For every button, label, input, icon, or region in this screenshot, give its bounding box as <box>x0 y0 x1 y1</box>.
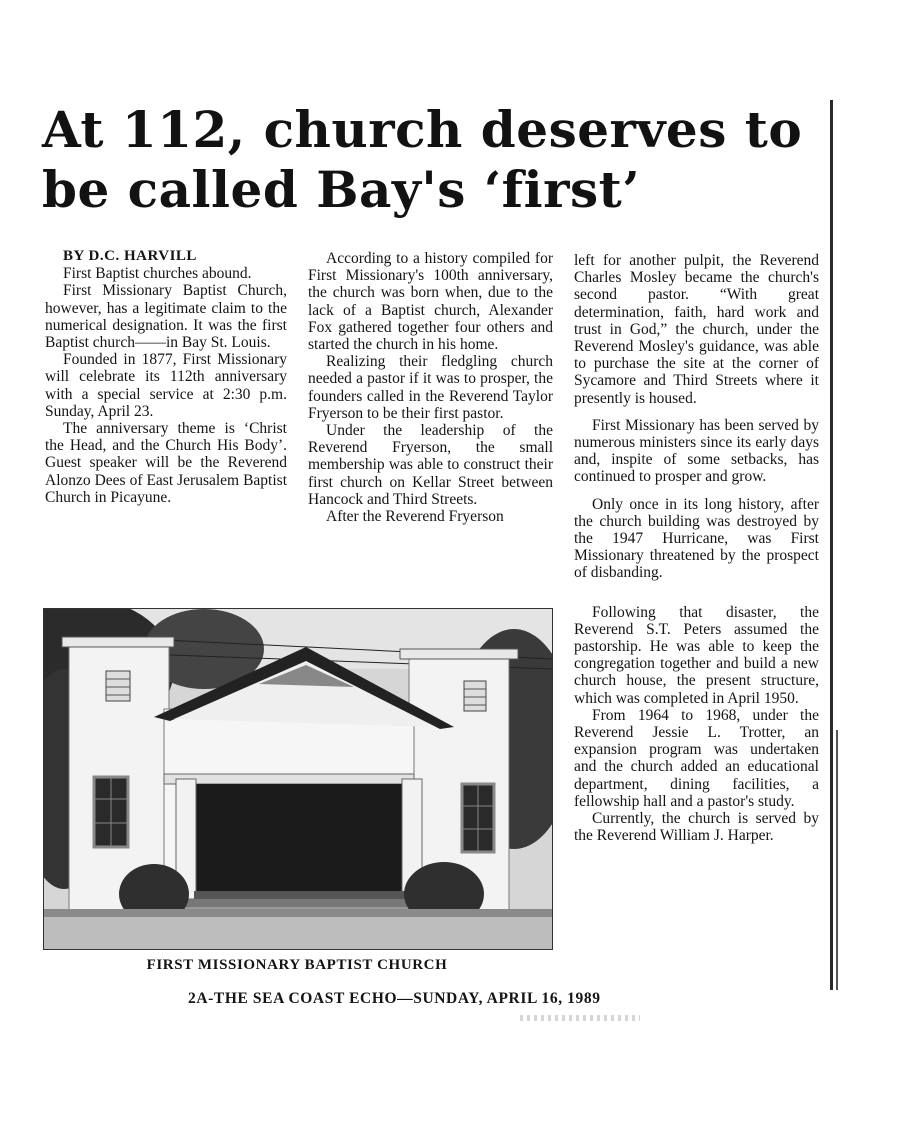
paragraph: The anniversary theme is ‘Christ the Head, and the Church His Body’. Guest speaker will be the Reverend Alonzo Dees of East Jerusalem Baptist Church in Picayune. <box>45 420 287 506</box>
paragraph: Currently, the church is served by the Reverend William J. Harper. <box>574 810 819 845</box>
headline: At 112, church deserves to be called Bay's ‘first’ <box>42 100 803 219</box>
article-column-2 <box>308 250 553 525</box>
paragraph: According to a history compiled for First Missionary's 100th anniversary, the church was born when, due to the lack of a Baptist church, Alexander Fox gathered together four others and started the church in his home. <box>308 250 553 354</box>
paragraph: Realizing their fledgling church needed a pastor if it was to prosper, the founders called in the Reverend Taylor Fryerson to be their first pastor. <box>308 353 553 422</box>
paragraph: Under the leadership of the Reverend Fryerson, the small membership was able to construct their first church on Kellar Street between Hancock and Third Streets. <box>308 422 553 508</box>
clipping-edge-line-lower <box>836 730 838 990</box>
paragraph: First Baptist churches abound. <box>63 265 252 283</box>
paragraph: left for another pulpit, the Reverend Charles Mosley became the church's second pastor. “With great determination, faith, hard work and trust in God,” the church, under the Reverend Mosley's guidance, was able to purchase the site at the corner of Sycamore and Third Streets where it presently is housed. <box>574 252 819 407</box>
church-photo-image <box>44 609 552 949</box>
paragraph: From 1964 to 1968, under the Reverend Jessie L. Trotter, an expansion program was undertaken and the church added an educational department, dining facilities, a fellowship hall and a pastor's study. <box>574 706 819 810</box>
article-column-1 <box>45 248 287 506</box>
paragraph: Founded in 1877, First Missionary will celebrate its 112th anniversary with a special service at 2:30 p.m. Sunday, April 23. <box>45 351 287 420</box>
byline: BY D.C. HARVILL <box>63 248 197 264</box>
paragraph: First Missionary has been served by numerous ministers since its early days and, inspite of some setbacks, has continued to prosper and grow. <box>574 416 819 486</box>
paragraph: Following that disaster, the Reverend S.T. Peters assumed the pastorship. He was able to keep the congregation together and build a new church house, the present structure, which was completed in April 1950. <box>574 603 819 707</box>
page-footer: 2A-THE SEA COAST ECHO—SUNDAY, APRIL 16, 1989 <box>188 990 601 1007</box>
scan-smudge <box>520 1015 640 1021</box>
clipping-edge-line <box>830 100 833 990</box>
paragraph: Only once in its long history, after the church building was destroyed by the 1947 Hurricane, was First Missionary threatened by the prospect of disbanding. <box>574 495 819 582</box>
paragraph: First Missionary Baptist Church, however, has a legitimate claim to the numerical designation. It was the first Baptist church——in Bay St. Louis. <box>45 282 287 352</box>
article-column-3 <box>574 252 819 845</box>
church-photo <box>43 608 553 950</box>
photo-caption: FIRST MISSIONARY BAPTIST CHURCH <box>146 957 448 973</box>
paragraph: After the Reverend Fryerson <box>326 508 504 526</box>
